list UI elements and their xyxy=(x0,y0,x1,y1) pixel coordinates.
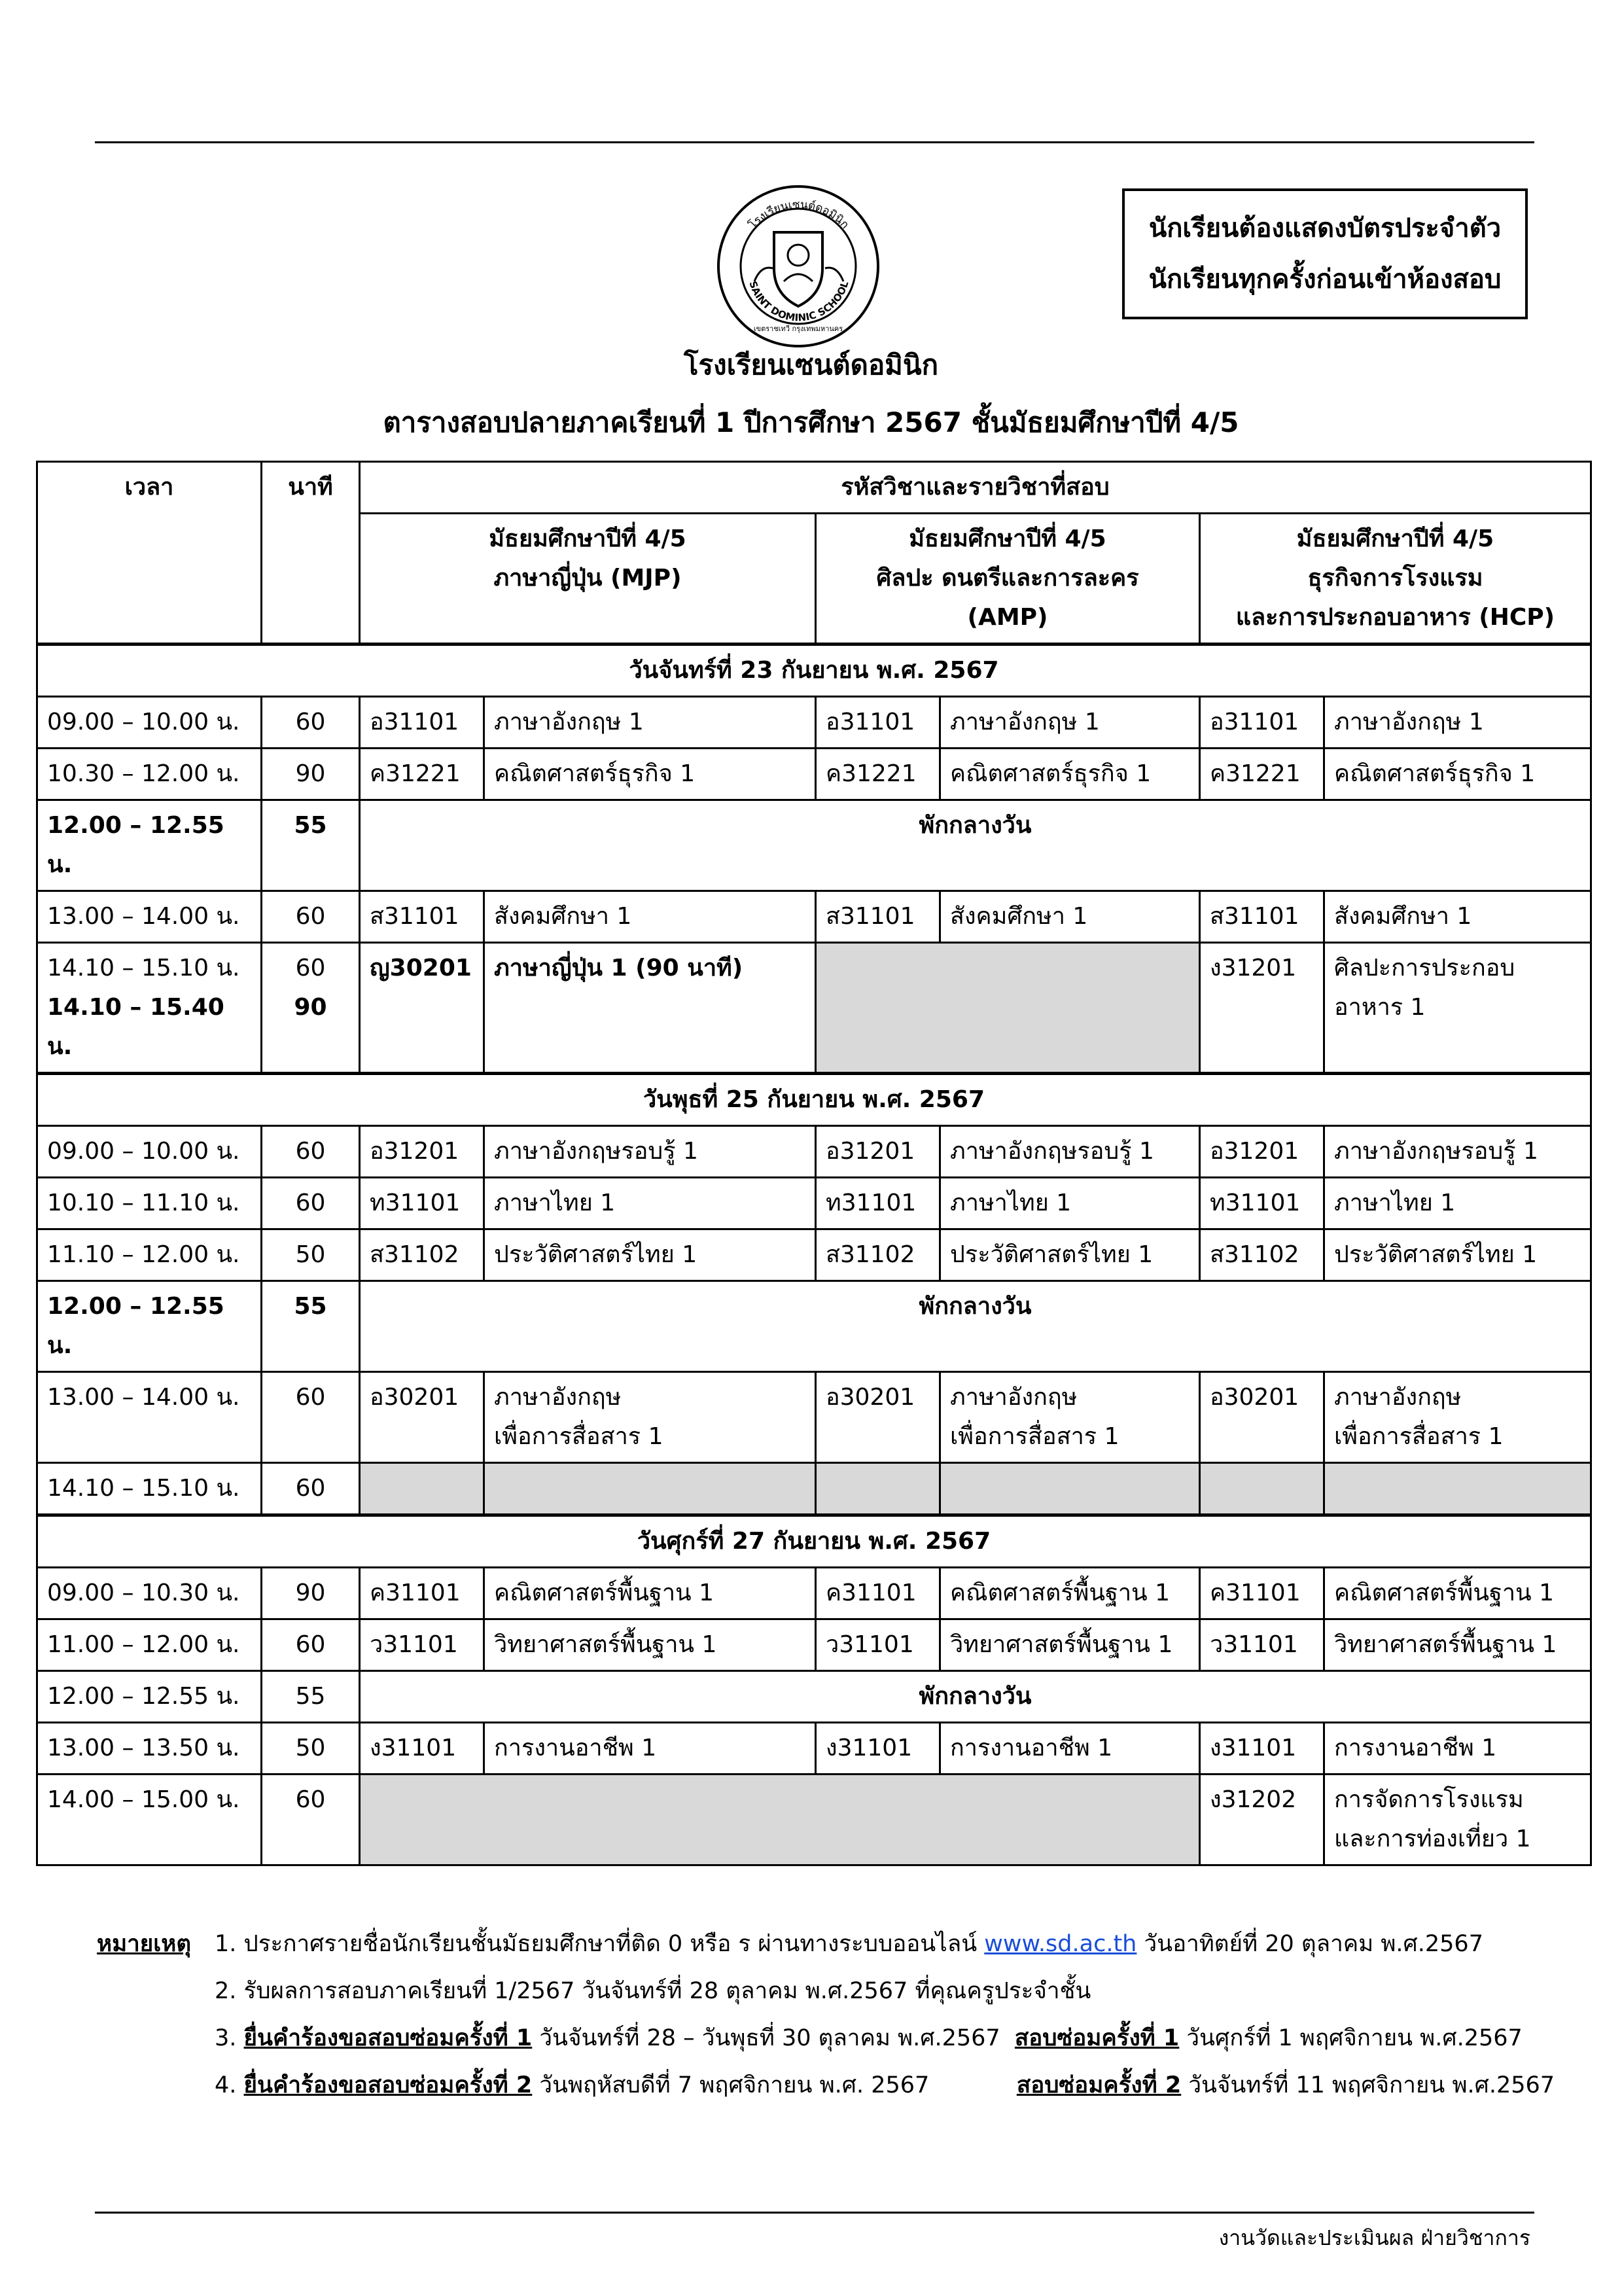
subject-code: ว31101 xyxy=(1200,1619,1324,1671)
day-row xyxy=(37,1074,1591,1126)
subject-code: ค31101 xyxy=(1200,1568,1324,1619)
lunch-break: พักกลางวัน xyxy=(360,1281,1591,1372)
time-cell: 13.00 – 13.50 น. xyxy=(37,1723,262,1775)
minutes-cell: 60 xyxy=(262,891,360,943)
remark-2: 2. รับผลการสอบภาคเรียนที่ 1/2567 วันจันทร์ที่ 28 ตุลาคม พ.ศ.2567 ที่คุณครูประจำชั้น xyxy=(215,1978,1091,2004)
svg-text:เขตราชเทวี กรุงเทพมหานคร: เขตราชเทวี กรุงเทพมหานคร xyxy=(753,325,843,333)
header-time: เวลา xyxy=(37,462,262,645)
table-row xyxy=(37,1126,1591,1178)
header-row-1 xyxy=(37,462,1591,514)
empty-cell xyxy=(940,1463,1200,1515)
subject-code: ว31101 xyxy=(360,1619,484,1671)
table-row xyxy=(37,943,1591,1074)
subject-code: ง31202 xyxy=(1200,1775,1324,1865)
time-cell: 12.00 – 12.55 น. xyxy=(37,1281,262,1372)
subject-code: อ30201 xyxy=(360,1372,484,1463)
minutes-cell: 60 xyxy=(262,1619,360,1671)
subject-name: ภาษาอังกฤษ เพื่อการสื่อสาร 1 xyxy=(940,1372,1200,1463)
subject-name: คณิตศาสตร์ธุรกิจ 1 xyxy=(484,749,816,800)
footer-department: งานวัดและประเมินผล ฝ่ายวิชาการ xyxy=(1218,2225,1530,2250)
subject-name: การงานอาชีพ 1 xyxy=(940,1723,1200,1775)
subject-name: สังคมศึกษา 1 xyxy=(1324,891,1591,943)
minutes-cell: 60 xyxy=(262,1372,360,1463)
subject-name: ภาษาอังกฤษ เพื่อการสื่อสาร 1 xyxy=(1324,1372,1591,1463)
remark-3: 3. ยื่นคำร้องขอสอบซ่อมครั้งที่ 1 วันจันทร์ที่ 28 – วันพุธที่ 30 ตุลาคม พ.ศ.2567 สอบซ่อมครั้งที่ 1 วันศุกร์ที่ 1 พฤศจิกายน พ.ศ.2567 xyxy=(215,2025,1523,2051)
day-label: วันจันทร์ที่ 23 กันยายน พ.ศ. 2567 xyxy=(37,645,1591,697)
remark-1: 1. ประกาศรายชื่อนักเรียนชั้นมัธยมศึกษาที่ติด 0 หรือ ร ผ่านทางระบบออนไลน์ www.sd.ac.th วันอาทิตย์ที่ 20 ตุลาคม พ.ศ.2567 xyxy=(215,1931,1483,1957)
time-cell: 12.00 – 12.55 น. xyxy=(37,1671,262,1723)
time-cell: 09.00 – 10.00 น. xyxy=(37,1126,262,1178)
school-logo xyxy=(715,183,882,350)
time-cell: 13.00 – 14.00 น. xyxy=(37,1372,262,1463)
table-row xyxy=(37,1178,1591,1229)
subject-code: ส31101 xyxy=(1200,891,1324,943)
subject-name: ภาษาอังกฤษรอบรู้ 1 xyxy=(484,1126,816,1178)
empty-cell xyxy=(360,1463,484,1515)
lunch-break: พักกลางวัน xyxy=(360,1671,1591,1723)
remarks-label: หมายเหตุ xyxy=(97,1931,192,1957)
subject-name: ภาษาญี่ปุ่น 1 (90 นาที) xyxy=(484,943,816,1074)
subject-name: คณิตศาสตร์ธุรกิจ 1 xyxy=(1324,749,1591,800)
empty-cell xyxy=(1200,1463,1324,1515)
subject-name: ศิลปะการประกอบ อาหาร 1 xyxy=(1324,943,1591,1074)
subject-code: ง31101 xyxy=(816,1723,940,1775)
subject-name: ภาษาอังกฤษ 1 xyxy=(940,697,1200,749)
subject-name: ประวัติศาสตร์ไทย 1 xyxy=(940,1229,1200,1281)
subject-name: สังคมศึกษา 1 xyxy=(940,891,1200,943)
minutes-cell: 50 xyxy=(262,1723,360,1775)
subject-code: อ31201 xyxy=(360,1126,484,1178)
subject-code: อ31101 xyxy=(1200,697,1324,749)
day-row xyxy=(37,645,1591,697)
subject-name: ภาษาไทย 1 xyxy=(1324,1178,1591,1229)
subject-name: ภาษาอังกฤษรอบรู้ 1 xyxy=(940,1126,1200,1178)
minutes-cell: 60 90 xyxy=(262,943,360,1074)
subject-name: สังคมศึกษา 1 xyxy=(484,891,816,943)
header-group-hcp: มัธยมศึกษาปีที่ 4/5 ธุรกิจการโรงแรม และการประกอบอาหาร (HCP) xyxy=(1200,514,1591,645)
minutes-cell: 90 xyxy=(262,1568,360,1619)
time-cell: 09.00 – 10.30 น. xyxy=(37,1568,262,1619)
time-cell: 11.10 – 12.00 น. xyxy=(37,1229,262,1281)
day-row xyxy=(37,1515,1591,1568)
subject-code: ท31101 xyxy=(1200,1178,1324,1229)
subject-code: อ31201 xyxy=(816,1126,940,1178)
empty-cell xyxy=(816,943,1200,1074)
minutes-cell: 60 xyxy=(262,1775,360,1865)
subject-code: ญ30201 xyxy=(360,943,484,1074)
subject-code: ท31101 xyxy=(360,1178,484,1229)
header-subjects: รหัสวิชาและรายวิชาที่สอบ xyxy=(360,462,1591,514)
header-group-amp: มัธยมศึกษาปีที่ 4/5 ศิลปะ ดนตรีและการละคร (AMP) xyxy=(816,514,1200,645)
table-row xyxy=(37,1723,1591,1775)
table-row xyxy=(37,1372,1591,1463)
subject-code: ค31221 xyxy=(1200,749,1324,800)
table-row xyxy=(37,1463,1591,1515)
bottom-rule xyxy=(95,2212,1534,2214)
school-website-link[interactable]: www.sd.ac.th xyxy=(984,1931,1137,1957)
time-cell: 13.00 – 14.00 น. xyxy=(37,891,262,943)
minutes-cell: 55 xyxy=(262,1281,360,1372)
subject-name: คณิตศาสตร์พื้นฐาน 1 xyxy=(940,1568,1200,1619)
top-rule xyxy=(95,141,1534,143)
exam-title: ตารางสอบปลายภาคเรียนที่ 1 ปีการศึกษา 2567 ชั้นมัธยมศึกษาปีที่ 4/5 xyxy=(383,406,1239,438)
time-cell: 09.00 – 10.00 น. xyxy=(37,697,262,749)
subject-name: ภาษาอังกฤษรอบรู้ 1 xyxy=(1324,1126,1591,1178)
subject-code: ค31101 xyxy=(360,1568,484,1619)
empty-cell xyxy=(360,1775,1200,1865)
subject-name: วิทยาศาสตร์พื้นฐาน 1 xyxy=(1324,1619,1591,1671)
id-card-notice xyxy=(1122,188,1528,319)
subject-code: ส31101 xyxy=(360,891,484,943)
subject-name: การจัดการโรงแรม และการท่องเที่ยว 1 xyxy=(1324,1775,1591,1865)
time-cell: 10.10 – 11.10 น. xyxy=(37,1178,262,1229)
subject-name: ภาษาอังกฤษ เพื่อการสื่อสาร 1 xyxy=(484,1372,816,1463)
time-cell: 12.00 – 12.55 น. xyxy=(37,800,262,891)
notice-line-1: นักเรียนต้องแสดงบัตรประจำตัว xyxy=(1148,213,1502,243)
subject-code: อ30201 xyxy=(816,1372,940,1463)
subject-code: อ31201 xyxy=(1200,1126,1324,1178)
subject-code: ค31101 xyxy=(816,1568,940,1619)
minutes-cell: 60 xyxy=(262,697,360,749)
subject-code: ค31221 xyxy=(360,749,484,800)
table-row xyxy=(37,1281,1591,1372)
table-row xyxy=(37,749,1591,800)
subject-code: อ30201 xyxy=(1200,1372,1324,1463)
subject-name: วิทยาศาสตร์พื้นฐาน 1 xyxy=(940,1619,1200,1671)
subject-code: ท31101 xyxy=(816,1178,940,1229)
minutes-cell: 60 xyxy=(262,1463,360,1515)
minutes-cell: 55 xyxy=(262,1671,360,1723)
subject-name: คณิตศาสตร์พื้นฐาน 1 xyxy=(484,1568,816,1619)
notice-line-2: นักเรียนทุกครั้งก่อนเข้าห้องสอบ xyxy=(1148,264,1502,294)
day-label: วันพุธที่ 25 กันยายน พ.ศ. 2567 xyxy=(37,1074,1591,1126)
subject-name: ประวัติศาสตร์ไทย 1 xyxy=(484,1229,816,1281)
subject-code: ง31101 xyxy=(360,1723,484,1775)
subject-name: ภาษาไทย 1 xyxy=(484,1178,816,1229)
remarks xyxy=(97,1920,1555,2109)
subject-code: ง31101 xyxy=(1200,1723,1324,1775)
svg-text:โรงเรียนเซนต์ดอมินิก: โรงเรียนเซนต์ดอมินิก xyxy=(746,198,852,232)
header-minutes: นาที xyxy=(262,462,360,645)
subject-code: ส31101 xyxy=(816,891,940,943)
table-row xyxy=(37,1619,1591,1671)
table-row xyxy=(37,800,1591,891)
time-cell: 14.10 – 15.10 น. 14.10 – 15.40 น. xyxy=(37,943,262,1074)
subject-code: ค31221 xyxy=(816,749,940,800)
subject-name: คณิตศาสตร์พื้นฐาน 1 xyxy=(1324,1568,1591,1619)
svg-text:SAINT DOMINIC SCHOOL: SAINT DOMINIC SCHOOL xyxy=(747,279,851,324)
time-cell: 10.30 – 12.00 น. xyxy=(37,749,262,800)
table-row xyxy=(37,1775,1591,1865)
subject-name: ภาษาอังกฤษ 1 xyxy=(484,697,816,749)
subject-name: การงานอาชีพ 1 xyxy=(484,1723,816,1775)
minutes-cell: 60 xyxy=(262,1126,360,1178)
subject-name: คณิตศาสตร์ธุรกิจ 1 xyxy=(940,749,1200,800)
subject-name: ภาษาไทย 1 xyxy=(940,1178,1200,1229)
minutes-cell: 60 xyxy=(262,1178,360,1229)
subject-name: ประวัติศาสตร์ไทย 1 xyxy=(1324,1229,1591,1281)
subject-code: ส31102 xyxy=(360,1229,484,1281)
school-name: โรงเรียนเซนต์ดอมินิก xyxy=(683,349,939,381)
subject-code: อ31101 xyxy=(816,697,940,749)
table-row xyxy=(37,1568,1591,1619)
empty-cell xyxy=(816,1463,940,1515)
time-cell: 14.10 – 15.10 น. xyxy=(37,1463,262,1515)
day-label: วันศุกร์ที่ 27 กันยายน พ.ศ. 2567 xyxy=(37,1515,1591,1568)
subject-code: ส31102 xyxy=(1200,1229,1324,1281)
subject-code: ส31102 xyxy=(816,1229,940,1281)
remark-4: 4. ยื่นคำร้องขอสอบซ่อมครั้งที่ 2 วันพฤหัสบดีที่ 7 พฤศจิกายน พ.ศ. 2567 สอบซ่อมครั้งที่ 2 วันจันทร์ที่ 11 พฤศจิกายน พ.ศ.2567 xyxy=(215,2072,1555,2098)
header-group-mjp: มัธยมศึกษาปีที่ 4/5 ภาษาญี่ปุ่น (MJP) xyxy=(360,514,816,645)
table-row xyxy=(37,891,1591,943)
minutes-cell: 50 xyxy=(262,1229,360,1281)
lunch-break: พักกลางวัน xyxy=(360,800,1591,891)
subject-name: การงานอาชีพ 1 xyxy=(1324,1723,1591,1775)
exam-schedule-table xyxy=(36,461,1592,1866)
subject-name: วิทยาศาสตร์พื้นฐาน 1 xyxy=(484,1619,816,1671)
subject-code: ง31201 xyxy=(1200,943,1324,1074)
empty-cell xyxy=(484,1463,816,1515)
subject-code: อ31101 xyxy=(360,697,484,749)
minutes-cell: 90 xyxy=(262,749,360,800)
table-row xyxy=(37,1671,1591,1723)
subject-name: ภาษาอังกฤษ 1 xyxy=(1324,697,1591,749)
minutes-cell: 55 xyxy=(262,800,360,891)
empty-cell xyxy=(1324,1463,1591,1515)
subject-code: ว31101 xyxy=(816,1619,940,1671)
time-cell: 14.00 – 15.00 น. xyxy=(37,1775,262,1865)
time-cell: 11.00 – 12.00 น. xyxy=(37,1619,262,1671)
table-row xyxy=(37,697,1591,749)
table-row xyxy=(37,1229,1591,1281)
